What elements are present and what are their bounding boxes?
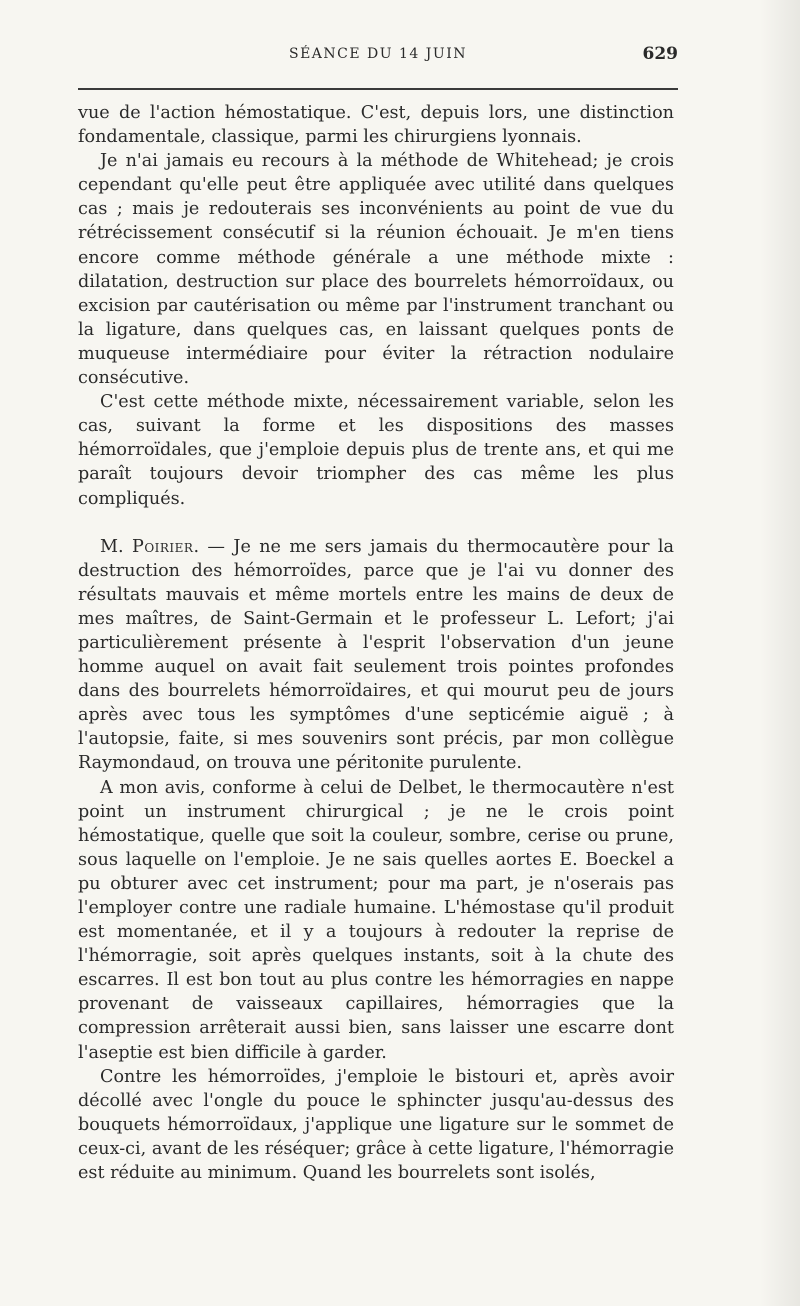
page-body [78, 101, 674, 1185]
paragraph: Contre les hémorroïdes, j'emploie le bistouri et, après avoir décollé avec l'ongle du pouce le sphincter jusqu'au-dessus des bouquets hémorroïdaux, j'applique une ligature sur le sommet de ceux-ci, avant de les réséquer; grâce à cette ligature, l'hémorragie est réduite au minimum. Quand les bourrelets sont isolés, [78, 1066, 674, 1184]
speaker-name: Poirier [131, 536, 194, 557]
paragraph-continuation: vue de l'action hémostatique. C'est, depuis lors, une distinction fondamentale, classique, parmi les chirurgiens lyonnais. [78, 103, 674, 148]
speech-opening-paragraph [78, 535, 674, 776]
paragraph: A mon avis, conforme à celui de Delbet, le thermocautère n'est point un instrument chirurgical ; je ne le crois point hémostatique, quelle que soit la couleur, sombre, cerise ou prune, sous laquelle on l'emploie. Je ne sais quelles aortes E. Boeckel a pu obturer avec cet instrument; pour ma part, je n'oserais pas l'employer contre une radiale humaine. L'hémostase qu'il produit est momentanée, et il y a toujours à redouter la reprise de l'hémorragie, soit après quelques instants, soit à la chute des escarres. Il est bon tout au plus contre les hémorragies en nappe provenant de vaisseaux capillaires, hémorragies que la compression arrêterait aussi bien, sans laisser une escarre dont l'aseptie est bien difficile à garder. [78, 777, 674, 1063]
page-header [78, 44, 678, 74]
speaker-prefix: M. [100, 536, 124, 557]
header-rule [78, 88, 678, 90]
page-edge-shading [760, 0, 800, 1306]
page-number: 629 [642, 44, 678, 64]
running-title: SÉANCE DU 14 JUIN [289, 46, 467, 62]
paragraph: C'est cette méthode mixte, nécessairement variable, selon les cas, suivant la forme et les dispositions des masses hémorroïdales, que j'emploie depuis plus de trente ans, et qui me paraît toujours devoir triompher des cas même les plus compliqués. [78, 392, 674, 509]
speech-opening-text: . — Je ne me sers jamais du thermocautère pour la destruction des hémorroïdes, parce que je l'ai vu donner des résultats mauvais et même mortels entre les mains de deux de mes maîtres, de Saint-Germain et le professeur L. Lefort; j'ai particulièrement présente à l'esprit l'observation d'un jeune homme auquel on avait fait seulement trois pointes profondes dans des bourrelets hémorroïdaires, et qui mourut peu de jours après avec tous les symptômes d'une septicémie aiguë ; à l'autopsie, faite, si mes souvenirs sont précis, par mon collègue Raymondaud, on trouva une péritonite purulente. [78, 536, 675, 774]
paragraph: Je n'ai jamais eu recours à la méthode de Whitehead; je crois cependant qu'elle peut être appliquée avec utilité dans quelques cas ; mais je redouterais ses inconvénients au point de vue du rétrécissement consécutif si la réunion échouait. Je m'en tiens encore comme méthode générale a une méthode mixte : dilatation, destruction sur place des bourrelets hémorroïdaux, ou excision par cautérisation ou même par l'instrument tranchant ou la ligature, dans quelques cas, en laissant quelques ponts de muqueuse intermédiaire pour éviter la rétraction nodulaire consécutive. [78, 151, 674, 389]
